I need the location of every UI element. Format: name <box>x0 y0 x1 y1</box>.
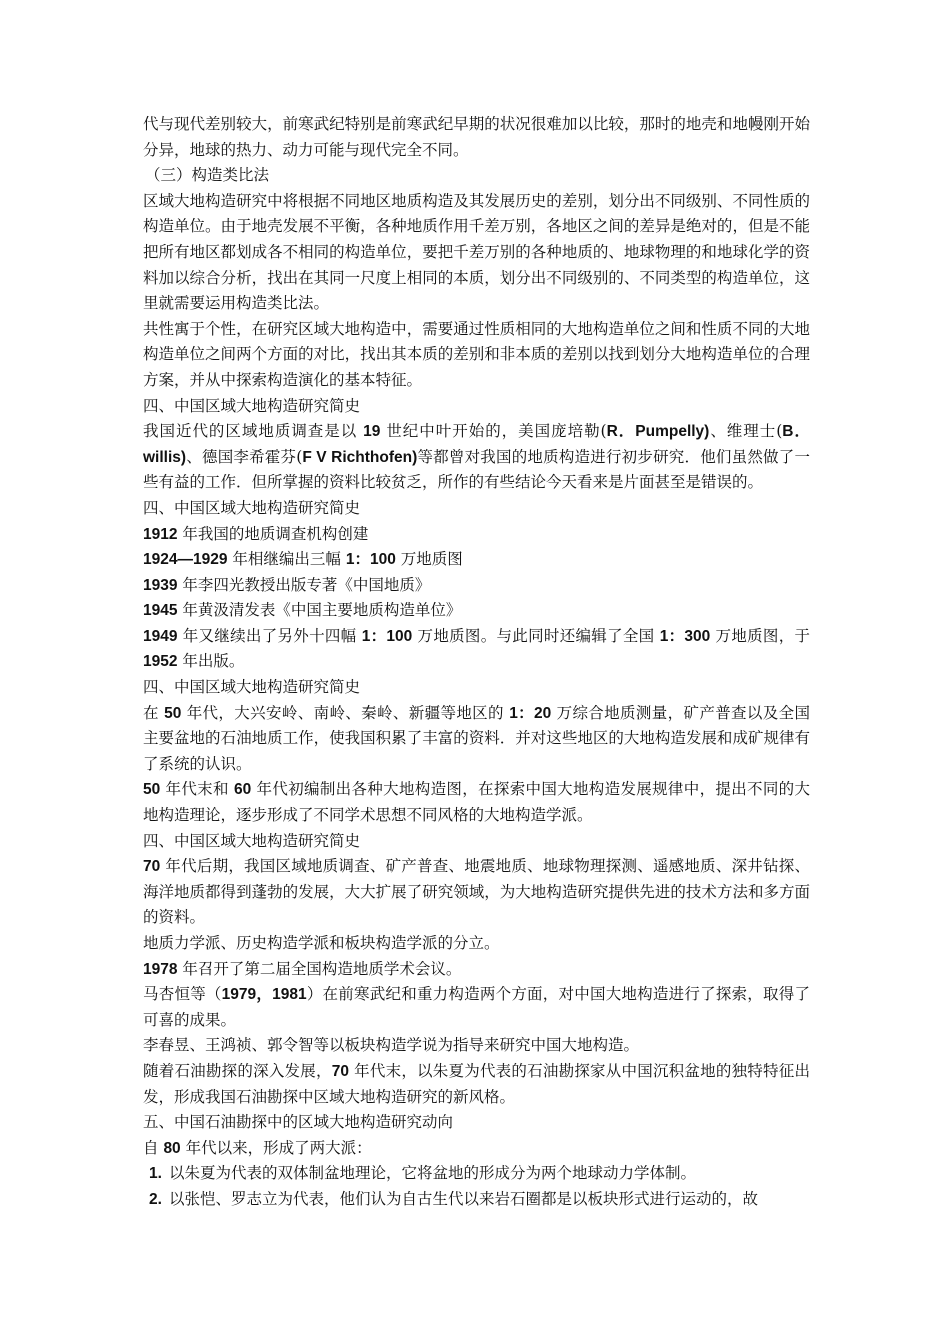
paragraph-schools: 地质力学派、历史构造学派和板块构造学派的分立。 <box>143 934 500 952</box>
paragraph-50s-60s: 50 年代末和 60 年代初编制出各种大地构造图，在探索中国大地构造发展规律中，提出不同的大地构造理论，逐步形成了不同学术思想不同风格的大地构造学派。 <box>143 780 810 825</box>
paragraph-80s: 自 80 年代以来，形成了两大派： <box>143 1138 372 1157</box>
paragraph-li: 李春昱、王鸿祯、郭令智等以板块构造学说为指导来研究中国大地构造。 <box>143 1036 640 1055</box>
list-text: 以张恺、罗志立为代表，他们认为自古生代以来岩石圈都是以板块形式进行运动的，故 <box>169 1189 759 1208</box>
history-paragraph-1: 我国近代的区域地质调查是以 19 世纪中叶开始的，美国庞培勒(R．Pumpelly)、维理士(B．willis)、德国李希霍芬(F V Richthofen)等都曾对我国的地质构造进行初步研究．他们虽然做了一些有益的工作．但所掌握的资料比较贫乏，所作的有些结论今天看来是片面甚至是错误的。 <box>143 422 810 492</box>
section-heading-oil: 五、中国石油勘探中的区域大地构造研究动向 <box>143 1113 454 1132</box>
section-heading-history-1: 四、中国区域大地构造研究简史 <box>143 396 361 415</box>
timeline-1949: 1949 年又继续出了另外十四幅 1：100 万地质图。与此同时还编辑了全国 1：300 万地质图，于 1952 年出版。 <box>143 626 811 671</box>
intro-paragraph: 代与现代差别较大，前寒武纪特别是前寒武纪早期的状况很难加以比较，那时的地壳和地幔刚开始分异，地球的热力、动力可能与现代完全不同。 <box>143 115 810 159</box>
timeline-1912: 1912 年我国的地质调查机构创建 <box>143 524 369 543</box>
section-heading-history-3: 四、中国区域大地构造研究简史 <box>143 678 361 697</box>
section-heading-history-2: 四、中国区域大地构造研究简史 <box>143 498 361 517</box>
list-number: 2. <box>149 1190 162 1208</box>
list-text: 以朱夏为代表的双体制盆地理论，它将盆地的形成分为两个地球动力学体制。 <box>169 1164 697 1183</box>
paragraph-ma: 马杏恒等（1979，1981）在前寒武纪和重力构造两个方面，对中国大地构造进行了探索，取得了可喜的成果。 <box>143 985 810 1029</box>
paragraph-70s: 70 年代后期，我国区域地质调查、矿产普查、地震地质、地球物理探测、遥感地质、深井钻探、海洋地质都得到蓬勃的发展，大大扩展了研究领域，为大地构造研究提供先进的技术方法和多方面的资料。 <box>143 857 810 927</box>
paragraph-50s: 在 50 年代，大兴安岭、南岭、秦岭、新疆等地区的 1：20 万综合地质测量，矿产普查以及全国主要盆地的石油地质工作，使我国积累了丰富的资料．并对这些地区的大地构造发展和成矿规律有了系统的认识。 <box>143 703 810 773</box>
list-number: 1. <box>149 1165 162 1183</box>
timeline-1924: 1924—1929 年相继编出三幅 1：100 万地质图 <box>143 550 463 569</box>
document-page <box>143 112 810 1213</box>
paragraph-1978: 1978 年召开了第二届全国构造地质学术会议。 <box>143 959 462 978</box>
analogy-paragraph-1: 区域大地构造研究中将根据不同地区地质构造及其发展历史的差别，划分出不同级别、不同性质的构造单位。由于地壳发展不平衡，各种地质作用千差万别，各地区之间的差异是绝对的，但是不能把所有地区都划成各不相同的构造单位，要把千差万别的各种地质的、地球物理的和地球化学的资料加以综合分析，找出在其同一尺度上相同的本质，划分出不同级别的、不同类型的构造单位，这里就需要运用构造类比法。 <box>143 191 810 313</box>
section-heading-analogy: （三）构造类比法 <box>145 166 270 185</box>
paragraph-oil: 随着石油勘探的深入发展，70 年代末，以朱夏为代表的石油勘探家从中国沉积盆地的独特特征出发，形成我国石油勘探中区域大地构造研究的新风格。 <box>143 1061 810 1106</box>
list-item <box>143 1187 810 1213</box>
timeline-1945: 1945 年黄汲清发表《中国主要地质构造单位》 <box>143 601 462 620</box>
analogy-paragraph-2: 共性寓于个性，在研究区域大地构造中，需要通过性质相同的大地构造单位之间和性质不同的大地构造单位之间两个方面的对比，找出其本质的差别和非本质的差别以找到划分大地构造单位的合理方案，并从中探索构造演化的基本特征。 <box>143 319 810 389</box>
section-heading-history-4: 四、中国区域大地构造研究简史 <box>143 831 361 850</box>
list-item <box>143 1161 810 1187</box>
timeline-1939: 1939 年李四光教授出版专著《中国地质》 <box>143 575 431 594</box>
